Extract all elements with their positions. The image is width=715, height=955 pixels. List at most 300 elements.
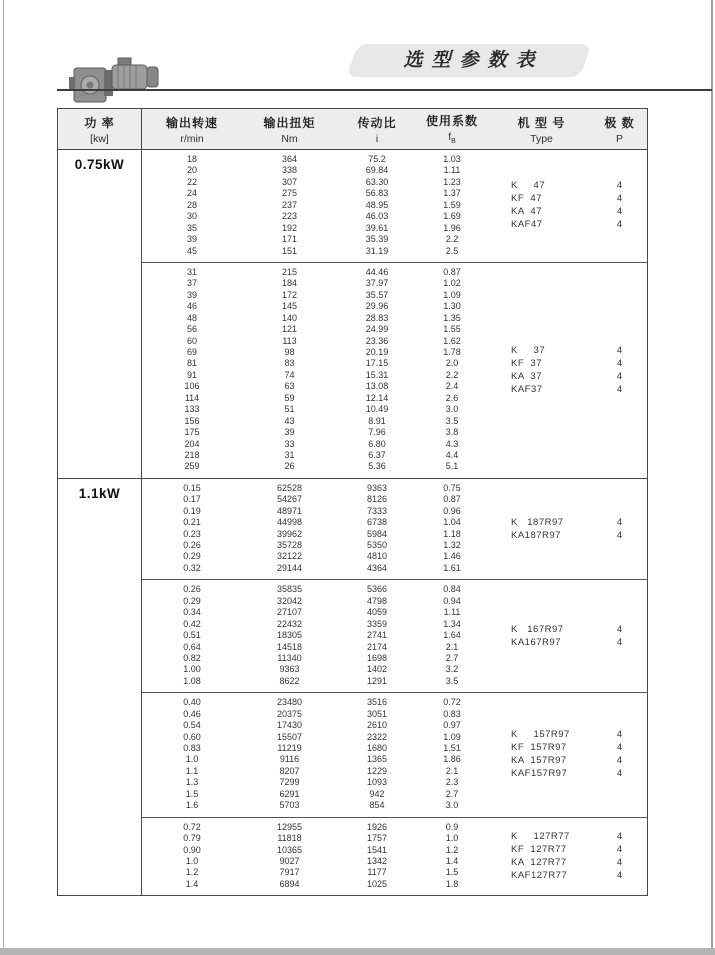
torque-value: 223 [281,211,298,222]
speed-value: 0.29 [183,551,201,562]
torque-value: 35728 [276,540,303,550]
speed-value: 60 [186,335,197,346]
speed-value: 0.19 [183,505,201,516]
speed-value: 28 [186,199,197,210]
speed-value: 0.17 [183,494,201,505]
torque-value: 29144 [276,562,303,573]
block-types [487,697,647,811]
ratio-value: 29.96 [365,301,389,312]
type-label: KAF127R77 [511,869,568,881]
table-row [142,540,487,551]
page-edge-bottom [0,948,715,955]
torque-value: 11219 [277,743,302,753]
table-row [142,450,487,461]
service-factor-value: 4.4 [445,449,459,460]
service-factor-symbol: f [448,131,452,144]
ratio-value: 5350 [366,540,388,550]
header-rule [57,89,712,91]
table-row [142,427,487,438]
table-row [142,584,487,595]
type-row [487,218,647,231]
torque-value: 9116 [279,754,300,765]
table-row [142,856,487,867]
service-factor-value: 2.5 [445,245,459,256]
speed-value: 0.26 [183,540,201,550]
ratio-value: 1229 [366,765,388,776]
service-factor-value: 1.69 [443,211,461,222]
model-block [142,817,647,896]
service-factor-value: 5.1 [445,461,459,472]
ratio-value: 10.49 [365,404,389,415]
type-row [487,869,647,882]
table-row [142,301,487,312]
type-row [487,383,647,396]
poles-value: 4 [616,843,623,855]
torque-value: 32122 [276,551,303,562]
service-factor-value: 3.5 [445,675,459,686]
type-row [487,843,647,856]
torque-value: 43 [284,415,295,426]
speed-value: 39 [186,234,197,245]
poles-value: 4 [616,357,623,369]
torque-value: 44998 [276,517,303,528]
table-row [142,358,487,369]
ratio-value: 37.97 [365,278,389,289]
power-section [58,478,647,895]
torque-value: 11818 [277,833,302,844]
service-factor-value: 1.55 [443,324,461,335]
type-row [487,344,647,357]
torque-value: 275 [281,188,298,199]
torque-value: 54267 [276,494,303,505]
ratio-value: 48.95 [365,199,389,210]
table-row [142,336,487,347]
ratio-value: 4798 [366,595,388,606]
service-factor-value: 2.1 [445,641,459,652]
ratio-value: 3359 [366,618,388,629]
speed-value: 204 [184,438,200,449]
poles-value: 4 [616,755,623,767]
model-block [142,692,647,816]
speed-value: 0.64 [183,641,201,652]
service-factor-value: 0.9 [445,821,459,832]
header-torque [242,109,337,149]
type-label: KAF37 [511,383,543,395]
table-row [142,653,487,664]
type-label: KA 157R97 [511,755,567,767]
service-factor-value: 3.0 [445,800,459,811]
type-label: KF 127R77 [511,843,567,855]
speed-value: 1.6 [185,800,199,811]
speed-value: 1.08 [183,675,201,686]
header-poles-zh: 极 数 [604,115,635,130]
ratio-value: 1698 [366,652,388,663]
ratio-value: 46.03 [365,211,389,222]
type-label: KA 127R77 [511,856,567,868]
torque-value: 184 [281,278,298,289]
service-factor-value: 1.35 [443,312,461,323]
ratio-value: 1541 [366,844,388,855]
block-rows [142,154,487,257]
torque-value: 237 [281,199,298,210]
service-factor-value: 1.11 [443,607,461,618]
service-factor-value: 1.59 [443,199,461,210]
type-row [487,205,647,218]
speed-value: 175 [184,427,200,438]
page-edge-left [3,0,4,948]
torque-value: 307 [281,176,298,187]
torque-value: 33 [284,438,295,449]
ratio-value: 4810 [366,551,388,562]
speed-value: 0.42 [183,618,201,629]
torque-value: 74 [284,369,295,380]
torque-value: 9027 [279,855,300,866]
torque-value: 51 [284,404,295,415]
header-service-factor-unit [448,131,456,145]
ratio-value: 1093 [366,777,388,788]
speed-value: 218 [184,449,200,460]
service-factor-value: 1.86 [443,754,461,765]
header-power-zh: 功 率 [84,115,115,130]
type-label: KA187R97 [511,529,561,541]
table-row [142,393,487,404]
block-rows [142,822,487,891]
speed-value: 0.29 [183,595,201,606]
table-row [142,506,487,517]
speed-value: 1.0 [185,754,199,765]
type-label: K 127R77 [511,830,570,842]
table-row [142,709,487,720]
ratio-value: 2610 [366,720,388,731]
table-row [142,223,487,234]
speed-value: 0.54 [183,720,201,731]
table-row [142,347,487,358]
table-row [142,278,487,289]
torque-value: 31 [284,449,295,460]
speed-value: 133 [184,404,200,415]
speed-value: 114 [184,392,200,403]
torque-value: 145 [281,301,298,312]
speed-value: 106 [184,381,200,392]
poles-value: 4 [616,219,623,231]
table-row [142,607,487,618]
service-factor-value: 1.62 [443,335,461,346]
poles-value: 4 [616,623,623,635]
ratio-value: 17.15 [365,358,389,369]
speed-value: 0.23 [183,528,201,539]
ratio-value: 1365 [366,754,388,765]
table-row [142,789,487,800]
speed-value: 0.32 [183,562,201,573]
table-row [142,461,487,472]
ratio-value: 2322 [366,731,388,742]
table-row [142,211,487,222]
header-speed-zh: 输出转速 [165,115,218,130]
service-factor-value: 1.96 [443,222,461,233]
header-poles-unit: P [615,132,623,145]
speed-value: 1.2 [185,867,199,878]
service-factor-value: 3.2 [445,664,459,675]
speed-value: 1.00 [183,664,201,675]
service-factor-value: 1.11 [443,165,461,176]
table-row [142,879,487,890]
table-row [142,529,487,540]
service-factor-value: 1.61 [443,562,461,573]
service-factor-value: 1.8 [445,878,459,889]
torque-value: 15507 [276,731,303,742]
type-row [487,516,647,529]
torque-value: 8207 [279,765,300,776]
table-row [142,324,487,335]
header-power-unit: [kw] [90,132,109,145]
table-row [142,697,487,708]
type-row [487,370,647,383]
torque-value: 151 [281,245,298,256]
page-title: 选型参数表 [403,50,544,71]
service-factor-value: 1.32 [443,540,461,550]
table-header [58,109,647,150]
torque-value: 113 [282,335,297,346]
title-banner [346,44,592,77]
table-row [142,483,487,494]
type-row [487,529,647,542]
speed-value: 0.72 [183,821,201,832]
ratio-value: 56.83 [365,188,389,199]
poles-value: 4 [616,768,623,780]
speed-value: 0.21 [183,517,201,528]
speed-value: 0.90 [183,844,201,855]
torque-value: 98 [284,347,295,357]
header-service-factor-zh: 使用系数 [425,114,478,129]
model-block [142,479,647,580]
service-factor-value: 1.02 [443,278,461,289]
speed-value: 0.46 [183,708,201,719]
service-factor-value: 4.3 [445,438,459,449]
speed-value: 30 [186,211,197,222]
speed-value: 0.60 [183,731,201,742]
header-torque-unit: Nm [281,132,298,145]
type-label: KA 37 [511,370,542,382]
ratio-value: 3516 [366,697,388,708]
speed-value: 48 [186,312,197,323]
type-row [487,179,647,192]
ratio-value: 39.61 [365,222,389,233]
service-factor-value: 0.72 [443,697,461,708]
ratio-value: 44.46 [365,266,389,277]
service-factor-value: 2.0 [445,358,459,369]
speed-value: 81 [186,358,197,369]
ratio-value: 3051 [366,708,388,719]
service-factor-value: 2.2 [445,369,459,380]
ratio-value: 13.08 [365,381,389,392]
header-service-factor [417,109,487,149]
type-row [487,830,647,843]
table-row [142,267,487,278]
poles-value: 4 [616,636,623,648]
torque-value: 27107 [276,607,303,618]
ratio-value: 1402 [366,664,388,675]
service-factor-value: 1.4 [445,855,459,866]
type-label: KAF47 [511,219,543,231]
torque-value: 5703 [279,800,300,811]
table-row [142,404,487,415]
speed-value: 56 [186,324,197,335]
type-label: K 187R97 [511,516,564,528]
service-factor-value: 1.09 [443,731,461,742]
type-row [487,192,647,205]
block-rows [142,483,487,575]
speed-value: 91 [186,369,197,380]
table-body [58,150,647,895]
table-row [142,234,487,245]
table-row [142,381,487,392]
table-row [142,200,487,211]
power-label: 0.75kW [58,150,142,478]
torque-value: 215 [281,266,298,277]
table-row [142,370,487,381]
poles-value: 4 [616,206,623,218]
ratio-value: 6738 [366,517,388,528]
header-speed [142,109,242,149]
type-row [487,856,647,869]
torque-value: 32042 [276,595,303,606]
service-factor-value: 1.34 [443,618,461,629]
service-factor-value: 0.97 [443,720,461,731]
service-factor-subscript: B [451,138,456,146]
table-row [142,188,487,199]
torque-value: 83 [284,358,295,369]
section-blocks [142,479,647,895]
poles-value: 4 [616,180,623,192]
ratio-value: 23.36 [365,335,389,346]
speed-value: 0.82 [183,652,201,663]
service-factor-value: 2.7 [445,788,459,799]
speed-value: 0.83 [183,743,201,753]
poles-value: 4 [616,742,623,754]
table-row [142,732,487,743]
ratio-value: 1926 [366,821,388,832]
model-block [142,150,647,262]
header-type-zh: 机 型 号 [517,115,566,130]
service-factor-value: 0.84 [443,584,461,595]
service-factor-value: 0.96 [443,505,461,516]
torque-value: 6291 [279,788,300,799]
poles-value: 4 [616,529,623,541]
torque-value: 39 [284,427,295,438]
torque-value: 192 [281,222,298,233]
torque-value: 48971 [276,505,303,516]
table-row [142,154,487,165]
poles-value: 4 [616,370,623,382]
service-factor-value: 1.23 [443,176,461,187]
ratio-value: 8.91 [368,415,386,426]
poles-value: 4 [616,344,623,356]
type-row [487,357,647,370]
ratio-value: 5984 [366,528,388,539]
speed-value: 37 [186,278,197,289]
speed-value: 1.0 [185,855,199,866]
service-factor-value: 1.37 [443,188,461,199]
table-row [142,313,487,324]
table-row [142,563,487,574]
table-row [142,165,487,176]
table-row [142,596,487,607]
speed-value: 45 [186,245,197,256]
block-types [487,822,647,891]
header-poles [596,109,643,149]
torque-value: 23480 [276,697,303,708]
speed-value: 1.1 [185,765,199,776]
ratio-value: 35.39 [365,234,389,245]
service-factor-value: 1.64 [443,630,461,641]
speed-value: 39 [186,289,197,300]
ratio-value: 12.14 [365,392,389,403]
ratio-value: 6.80 [368,438,386,449]
poles-value: 4 [616,869,623,881]
type-label: KAF157R97 [511,768,568,780]
service-factor-value: 2.6 [445,392,459,403]
header-torque-zh: 输出扭矩 [263,115,316,130]
torque-value: 9363 [279,664,300,675]
service-factor-value: 3.5 [445,415,459,426]
speed-value: 24 [186,188,197,199]
service-factor-value: 1.0 [445,833,459,844]
service-factor-value: 1.30 [443,301,461,312]
speed-value: 0.51 [183,630,201,641]
service-factor-value: 1.18 [443,528,461,539]
torque-value: 6894 [279,878,300,889]
table-row [142,777,487,788]
speed-value: 1.3 [185,777,199,788]
torque-value: 26 [284,461,295,472]
ratio-value: 24.99 [365,324,389,335]
ratio-value: 69.84 [365,165,389,176]
torque-value: 59 [284,392,295,403]
type-label: KA 47 [511,206,542,218]
torque-value: 63 [284,381,295,392]
ratio-value: 35.57 [365,289,389,300]
header-speed-unit: r/min [180,132,204,145]
speed-value: 1.4 [185,878,199,889]
speed-value: 31 [186,266,197,277]
table-row [142,630,487,641]
torque-value: 35835 [276,584,303,595]
torque-value: 7299 [279,777,300,788]
table-row [142,177,487,188]
poles-value: 4 [616,856,623,868]
ratio-value: 2741 [366,630,388,641]
ratio-value: 4059 [366,607,388,618]
table-row [142,619,487,630]
table-row [142,754,487,765]
type-label: K 37 [511,344,546,356]
torque-value: 14518 [276,641,303,652]
header-type-unit: Type [530,132,553,145]
ratio-value: 854 [369,800,385,811]
ratio-value: 1025 [366,878,388,889]
speed-value: 69 [186,347,197,357]
ratio-value: 5366 [366,584,388,595]
ratio-value: 1291 [366,675,388,686]
header-type [487,109,596,149]
speed-value: 0.15 [183,482,201,493]
table-row [142,642,487,653]
table-row [142,517,487,528]
service-factor-value: 2.3 [445,777,459,788]
torque-value: 17430 [276,720,303,731]
table-row [142,494,487,505]
ratio-value: 8126 [366,494,388,505]
